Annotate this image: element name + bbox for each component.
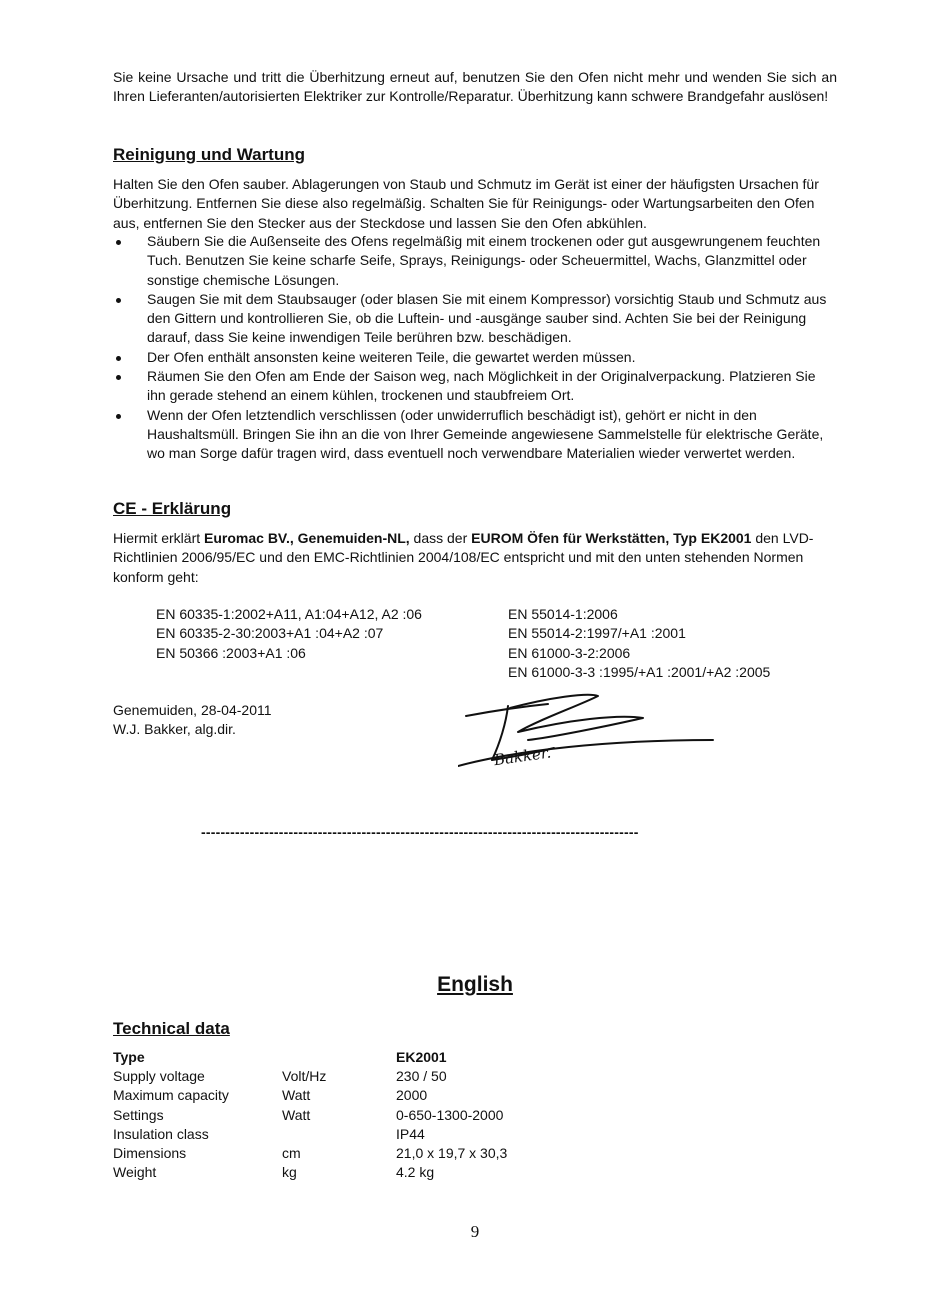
page-number: 9 xyxy=(470,1222,480,1241)
norms-list-right xyxy=(508,605,770,682)
table-row: Dimensions cm 21,0 x 19,7 x 30,3 xyxy=(113,1145,508,1162)
section-heading-reinigung: Reinigung und Wartung xyxy=(113,145,305,164)
section-separator: ------------------------------------------------------------------------------------------ xyxy=(201,824,639,840)
norms-list-left xyxy=(156,605,422,663)
bullet-icon xyxy=(116,375,121,380)
table-row: Type EK2001 xyxy=(113,1049,447,1065)
norm-item: EN 60335-2-30:2003+A1 :04+A2 :07 xyxy=(156,625,384,642)
list-item: Wenn der Ofen letztendlich verschlissen (oder unwiderruflich beschädigt ist), gehört er nicht in den Haushaltsmüll. Bringen Sie ihn an die von Ihrer Gemeinde angewiesene Sammelstelle für elektrische Geräte, wo man Sorge dafür tragen wird, dass eventuell noch verwendbare Materialien wieder verwertet werden. xyxy=(113,406,837,464)
norm-item: EN 61000-3-2:2006 xyxy=(508,644,631,661)
table-row: Settings Watt 0-650-1300-2000 xyxy=(113,1106,504,1123)
section-heading-ce: CE - Erklärung xyxy=(113,499,232,518)
signature-block xyxy=(113,701,272,740)
norm-item: EN 60335-1:2002+A11, A1:04+A12, A2 :06 xyxy=(156,606,422,622)
norm-item: EN 55014-1:2006 xyxy=(508,606,618,622)
bullet-icon xyxy=(116,414,121,419)
company-name: Euromac BV., Genemuiden-NL, xyxy=(204,530,410,546)
list-item: Säubern Sie die Außenseite des Ofens regelmäßig mit einem trockenen oder gut ausgewrungenem feuchten Tuch. Benutzen Sie keine scharfe Seife, Sprays, Reinigungs- oder Scheuermittel, Wachs, Glanzmittel oder sonstige chemische Lösungen. xyxy=(113,232,837,290)
norm-item: EN 55014-2:1997/+A1 :2001 xyxy=(508,625,686,642)
list-item: Saugen Sie mit dem Staubsauger (oder blasen Sie mit einem Kompressor) vorsichtig Staub und Schmutz aus den Gittern und kontrollieren Sie, ob die Luftein- und -ausgänge sauber sind. Achten Sie bei der Reinigung darauf, dass Sie keine inwendigen Teile berühren bzw. beschädigen. xyxy=(113,290,837,348)
norm-item: EN 50366 :2003+A1 :06 xyxy=(156,644,306,661)
technical-data-table xyxy=(113,1048,507,1182)
product-name: EUROM Öfen für Werkstätten, Typ EK2001 xyxy=(471,530,752,546)
signature-lettering: Bakker. xyxy=(492,743,553,770)
section-heading-technical-data: Technical data xyxy=(113,1019,230,1038)
list-item: Räumen Sie den Ofen am Ende der Saison weg, nach Möglichkeit in der Originalverpackung. Platzieren Sie ihn gerade stehend an einem kühlen, trockenen und staubfreiem Ort. xyxy=(113,367,837,406)
table-row: Supply voltage Volt/Hz 230 / 50 xyxy=(113,1068,447,1085)
signatory-name: W.J. Bakker, alg.dir. xyxy=(113,721,236,738)
bullet-icon xyxy=(116,298,121,303)
reinigung-bullet-list xyxy=(113,232,837,464)
bullet-icon xyxy=(116,240,121,245)
reinigung-intro-paragraph: Halten Sie den Ofen sauber. Ablagerungen von Staub und Schmutz im Gerät ist einer der häufigsten Ursachen für Überhitzung. Entfernen Sie diese also regelmäßig. Schalten Sie für Reinigungs- oder Wartungsarbeiten den Ofen aus, entfernen Sie den Stecker aus der Steckdose und lassen Sie den Ofen abkühlen. xyxy=(113,176,819,231)
norm-item: EN 61000-3-3 :1995/+A1 :2001/+A2 :2005 xyxy=(508,663,771,680)
handwritten-signature xyxy=(458,688,718,773)
list-item: Der Ofen enthält ansonsten keine weiteren Teile, die gewartet werden müssen. xyxy=(113,348,837,367)
table-row: Weight kg 4.2 kg xyxy=(113,1164,435,1181)
language-heading-english: English xyxy=(437,973,513,996)
table-row: Maximum capacity Watt 2000 xyxy=(113,1087,428,1104)
table-row: Insulation class IP44 xyxy=(113,1125,425,1142)
intro-paragraph: Sie keine Ursache und tritt die Überhitzung erneut auf, benutzen Sie den Ofen nicht mehr und wenden Sie sich an Ihren Lieferanten/autorisierten Elektriker zur Kontrolle/Reparatur. Überhitzung kann schwere Brandgefahr auslösen! xyxy=(113,69,837,105)
bullet-icon xyxy=(116,356,121,361)
ce-declaration-paragraph: Hiermit erklärt Euromac BV., Genemuiden-NL, dass der EUROM Öfen für Werkstätten, Typ EK2001 den LVD-Richtlinien 2006/95/EC und den EMC-Richtlinien 2004/108/EC entspricht und mit den unten stehenden Normen konform geht: xyxy=(113,530,814,585)
place-date: Genemuiden, 28-04-2011 xyxy=(113,702,272,718)
